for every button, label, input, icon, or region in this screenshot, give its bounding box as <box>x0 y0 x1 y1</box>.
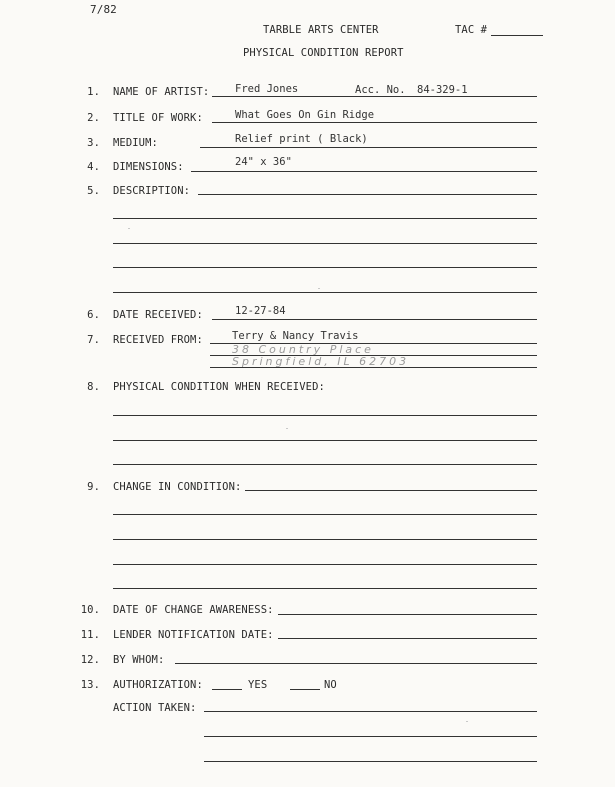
scan-speck <box>286 428 288 429</box>
change-in-condition-field[interactable] <box>245 490 537 491</box>
change-in-condition-label: CHANGE IN CONDITION: <box>113 481 242 493</box>
description-line[interactable] <box>113 292 537 293</box>
date-received-label: DATE RECEIVED: <box>113 309 203 321</box>
organization-name: TARBLE ARTS CENTER <box>263 24 379 36</box>
page-title: PHYSICAL CONDITION REPORT <box>243 47 404 59</box>
change-in-condition-line[interactable] <box>113 539 537 540</box>
dimensions-field[interactable] <box>191 171 537 172</box>
handwritten-address-line-2: Springfield, IL 62703 <box>232 355 410 368</box>
tac-number-field[interactable] <box>491 35 543 36</box>
physical-condition-line[interactable] <box>113 464 537 465</box>
field-number: 4. <box>87 161 100 173</box>
by-whom-field[interactable] <box>175 663 537 664</box>
field-number: 11. <box>80 629 100 641</box>
lender-notification-label: LENDER NOTIFICATION DATE: <box>113 629 274 641</box>
description-line[interactable] <box>113 267 537 268</box>
action-taken-line[interactable] <box>204 736 537 737</box>
field-number: 6. <box>87 309 100 321</box>
physical-condition-line[interactable] <box>113 440 537 441</box>
description-field[interactable] <box>198 194 537 195</box>
title-of-work-label: TITLE OF WORK: <box>113 112 203 124</box>
artist-name-value: Fred Jones <box>235 83 299 95</box>
field-number: 3. <box>87 137 100 149</box>
tac-number-label: TAC # <box>455 24 488 36</box>
field-number: 13. <box>80 679 100 691</box>
handwritten-address-line-1: 38 Country Place <box>232 343 374 356</box>
title-of-work-value: What Goes On Gin Ridge <box>235 109 375 121</box>
change-in-condition-line[interactable] <box>113 588 537 589</box>
date-received-field[interactable] <box>212 319 537 320</box>
authorization-no-field[interactable] <box>290 689 320 690</box>
form-date-code: 7/82 <box>90 3 117 16</box>
lender-notification-field[interactable] <box>278 638 537 639</box>
scan-speck <box>466 721 468 722</box>
date-of-change-field[interactable] <box>278 614 537 615</box>
action-taken-line[interactable] <box>204 761 537 762</box>
by-whom-label: BY WHOM: <box>113 654 165 666</box>
medium-label: MEDIUM: <box>113 137 158 149</box>
change-in-condition-line[interactable] <box>113 564 537 565</box>
field-number: 9. <box>87 481 100 493</box>
artist-name-label: NAME OF ARTIST: <box>113 86 210 98</box>
date-received-value: 12-27-84 <box>235 305 286 317</box>
action-taken-field[interactable] <box>204 711 537 712</box>
authorization-yes-label: YES <box>248 679 268 691</box>
field-number: 10. <box>80 604 100 616</box>
received-from-line[interactable] <box>210 367 537 368</box>
scan-speck <box>128 228 130 229</box>
physical-condition-line[interactable] <box>113 415 537 416</box>
medium-value: Relief print ( Black) <box>235 133 368 145</box>
dimensions-label: DIMENSIONS: <box>113 161 184 173</box>
description-label: DESCRIPTION: <box>113 185 191 197</box>
field-number: 5. <box>87 185 100 197</box>
description-line[interactable] <box>113 218 537 219</box>
scan-speck <box>318 288 320 289</box>
received-from-label: RECEIVED FROM: <box>113 334 203 346</box>
artist-name-field[interactable] <box>212 96 537 97</box>
acc-no-label: Acc. No. <box>355 84 406 96</box>
action-taken-label: ACTION TAKEN: <box>113 702 197 714</box>
change-in-condition-line[interactable] <box>113 514 537 515</box>
authorization-yes-field[interactable] <box>212 689 242 690</box>
received-from-value: Terry & Nancy Travis <box>232 330 359 342</box>
physical-condition-label: PHYSICAL CONDITION WHEN RECEIVED: <box>113 381 325 393</box>
field-number: 7. <box>87 334 100 346</box>
acc-no-value: 84-329-1 <box>417 84 468 96</box>
field-number: 12. <box>80 654 100 666</box>
date-of-change-label: DATE OF CHANGE AWARENESS: <box>113 604 274 616</box>
authorization-no-label: NO <box>324 679 337 691</box>
title-of-work-field[interactable] <box>212 122 537 123</box>
description-line[interactable] <box>113 243 537 244</box>
field-number: 2. <box>87 112 100 124</box>
dimensions-value: 24" x 36" <box>235 156 292 168</box>
authorization-label: AUTHORIZATION: <box>113 679 203 691</box>
field-number: 1. <box>87 86 100 98</box>
field-number: 8. <box>87 381 100 393</box>
medium-field[interactable] <box>200 147 537 148</box>
